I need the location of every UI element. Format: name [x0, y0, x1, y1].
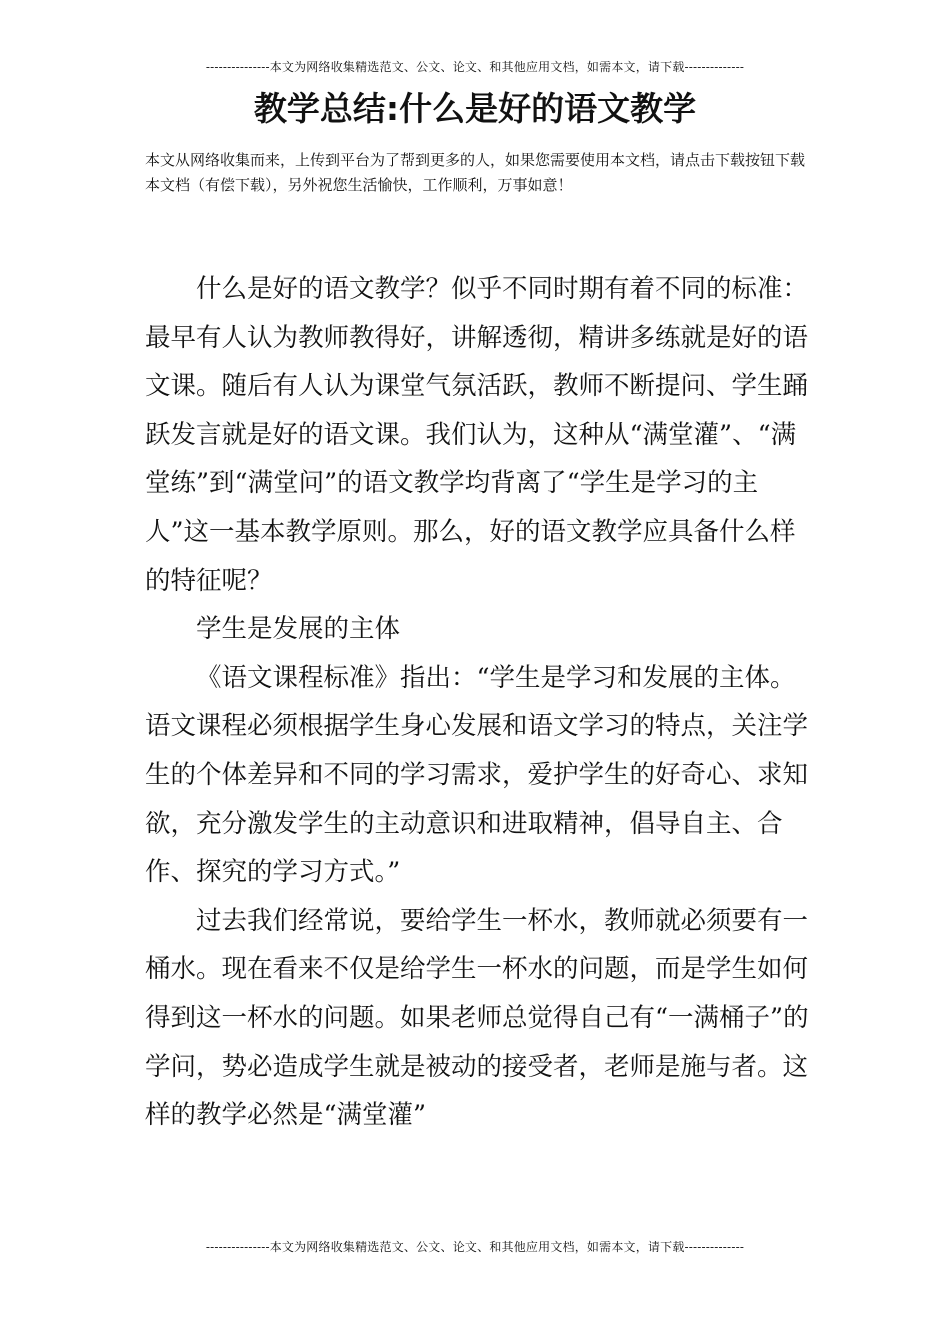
footer-banner: ---------------本文为网络收集精选范文、公文、论文、和其他应用文档，如需本文，请下载--------------	[205, 1240, 745, 1254]
body-paragraph-1: 什么是好的语文教学？似乎不同时期有着不同的标准：最早有人认为教师教得好，讲解透彻，精讲多练就是好的语文课。随后有人认为课堂气氛活跃，教师不断提问、学生踊跃发言就是好的语文课。我们认为，这种从“满堂灌”、“满堂练”到“满堂问”的语文教学均背离了“学生是学习的主人”这一基本教学原则。那么，好的语文教学应具备什么样的特征呢？	[145, 274, 809, 596]
header-banner: ---------------本文为网络收集精选范文、公文、论文、和其他应用文档，如需本文，请下载--------------	[205, 60, 745, 74]
body-paragraph-3: 过去我们经常说，要给学生一杯水，教师就必须要有一桶水。现在看来不仅是给学生一杯水的问题，而是学生如何得到这一杯水的问题。如果老师总觉得自己有“一满桶子”的学问，势必造成学生就是被动的接受者，老师是施与者。这样的教学必然是“满堂灌”	[145, 905, 809, 1131]
document-body	[145, 265, 810, 1140]
document-title: 教学总结:什么是好的语文教学	[253, 89, 697, 128]
section-heading: 学生是发展的主体	[196, 614, 401, 645]
download-notice: 本文从网络收集而来，上传到平台为了帮到更多的人，如果您需要使用本文档，请点击下载按钮下载本文档（有偿下载），另外祝您生活愉快，工作顺利，万事如意！	[145, 151, 806, 194]
body-paragraph-2: 《语文课程标准》指出：“学生是学习和发展的主体。语文课程必须根据学生身心发展和语文学习的特点，关注学生的个体差异和不同的学习需求，爱护学生的好奇心、求知欲，充分激发学生的主动意识和进取精神，倡导自主、合作、探究的学习方式。”	[145, 662, 809, 888]
